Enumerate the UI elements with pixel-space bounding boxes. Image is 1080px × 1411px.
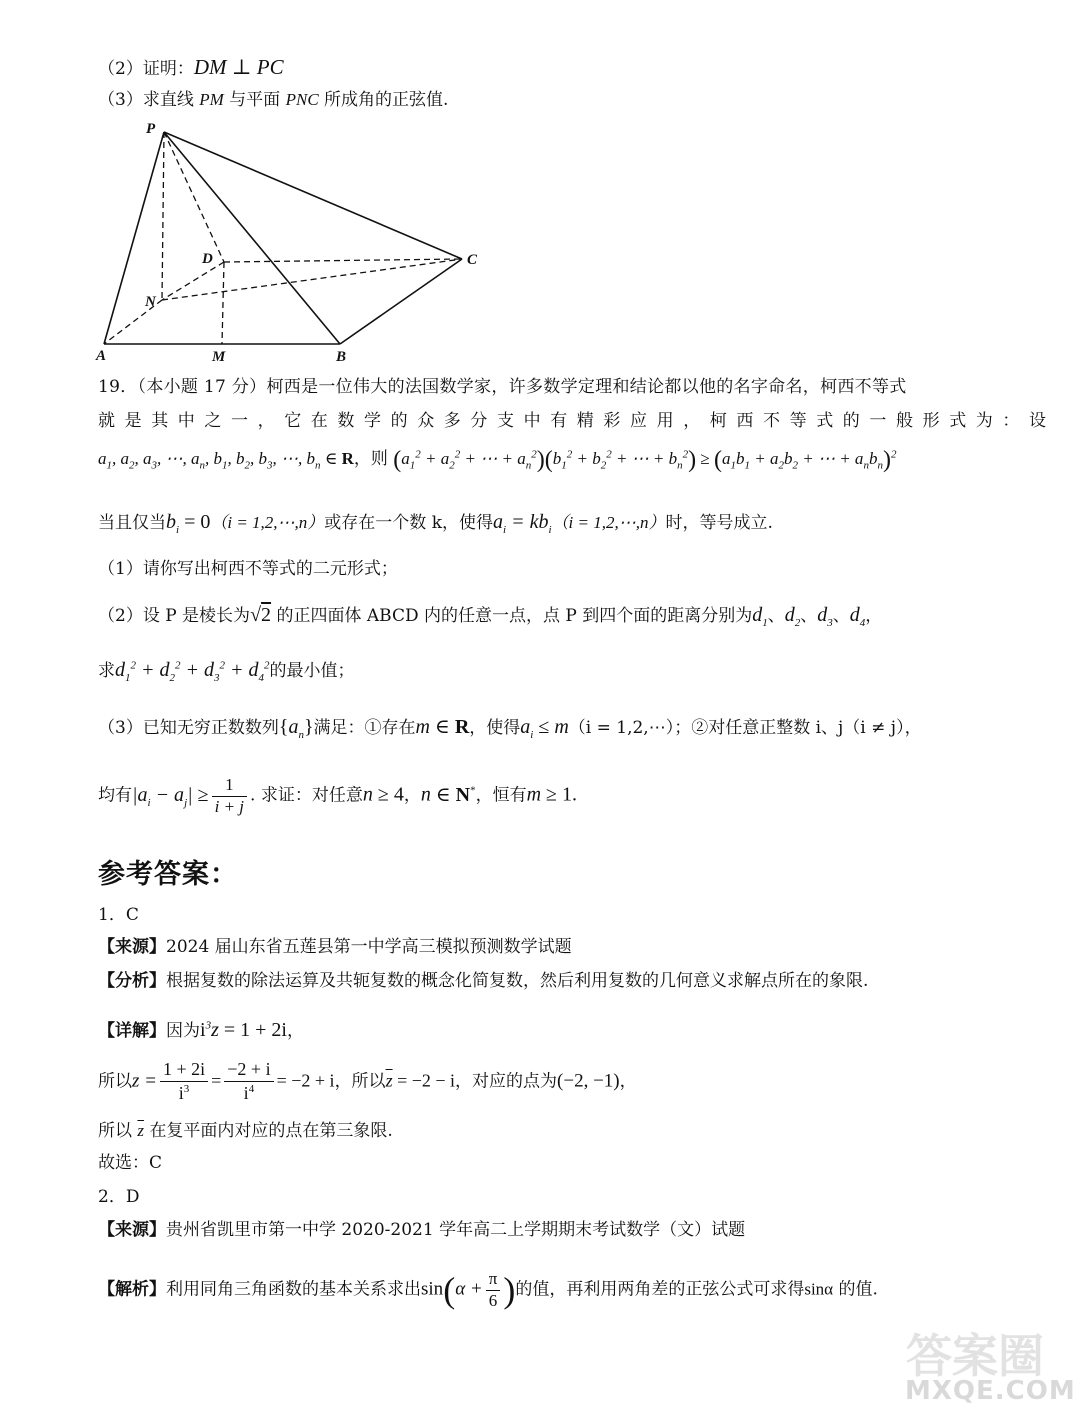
answer1-analysis-tag: 【分析】 [98,971,166,991]
equality-range2: （i = 1,2,⋯,n） [551,513,666,532]
answers-heading: 参考答案： [98,859,238,890]
q19-part2-d: 的最小值； [269,661,355,681]
edge-bc [340,259,462,344]
q18-part2-prefix: （2）证明： [98,59,194,79]
answer1-conclusion: 所以 $\overline{z}$ 在复平面内对应的点在第三象限. [98,1121,393,1141]
answer1-analysis-text: 根据复数的除法运算及共轭复数的概念化简复数，然后利用复数的几何意义求解点所在的象限. [166,971,869,991]
edge-dm [222,262,224,344]
edge-dc [224,259,462,262]
cauchy-inequality: $a_1$, $a_2$, $a_3$, ⋯, $a_n$, $b_1$, $b_2$, $b_3$, ⋯, $b_n$ ∈ R，则 ($a_1^2 + a_2^2$ + ⋯ + $a_n^2)(b_1^2 + b_2^2$ + ⋯ + $b_n^2) \ge (a_1b_1 + a_2b_2$ + ⋯ + $a_nb_n)^2$ [98,447,897,473]
q18-part3-pm: PM [199,90,224,109]
q18-part3-mid: 与平面 [223,90,286,110]
label-m: M [212,349,226,365]
q19-intro-line2: 就是其中之一，它在数学的众多分支中有精彩应用，柯西不等式的一般形式为：设 [98,411,1056,431]
equality-zero: = 0 [179,511,211,533]
answer1-source-text: 2024 届山东省五莲县第一中学高三模拟预测数学试题 [166,937,572,957]
answer2-analysis-tag: 【解析】 [98,1279,166,1300]
label-a: A [96,348,107,364]
answer1-choice: 故选：C [98,1153,163,1173]
cauchy-then: ，则 [353,448,388,469]
q19-intro-line1: 19．（本小题 17 分）柯西是一位伟大的法国数学家，许多数学定理和结论都以他的名字命名，柯西不等式 [98,377,907,397]
cauchy-variables: $a_1$, $a_2$, $a_3$, ⋯, $a_n$, $b_1$, $b_2$, $b_3$, ⋯, $b_n$ [98,448,321,472]
fraction-1plus2i-over-i3: $\frac{1 + 2i}{i^3}$ [160,1060,208,1104]
q19-part3-b: 满足：①存在 [313,718,416,738]
answer2-analysis-c: 的值. [833,1279,878,1300]
q19-part3-f: . 求证：对任意 [250,785,363,806]
label-n: N [145,294,156,310]
answer1-so2: ，所以 [334,1071,386,1092]
q18-part2 [98,57,284,78]
q19-part2-b: 的正四面体 ABCD 内的任意一点，点 P 到四个面的距离分别为 [271,606,753,626]
q18-part3-suffix: 所成角的正弦值. [318,90,449,110]
equality-mid: 或存在一个数 k，使得 [324,513,494,533]
q19-part3-e: 均有 [98,785,132,806]
answer2-analysis-a: 利用同角三角函数的基本关系求出 [166,1279,421,1300]
answer1-so1: 所以 [98,1071,132,1092]
q19-part3-condition: 均有$|a_i - a_j|$ ≥ $\frac{1}{i + j}$ . 求证：对任意n ≥ 4，n ∈ N*，恒有m ≥ 1. [98,775,578,816]
watermark-logo: 答案圈 [906,1329,1044,1383]
q19-part1: （1）请你写出柯西不等式的二元形式； [98,559,398,579]
edge-pd [164,132,224,262]
edge-pc [164,132,462,259]
label-p: P [146,121,156,137]
equality-range1: （i = 1,2,⋯,n） [210,513,325,532]
fraction-1-over-i-plus-j: $\frac{1}{i + j}$ [212,776,247,816]
answer1-point: (−2, −1) [557,1070,620,1092]
answer2-analysis-b: 的值，再利用两角差的正弦公式可求得 [515,1279,805,1300]
equality-prefix: 当且仅当 [98,513,166,533]
answer2-source [98,1222,745,1239]
q18-part2-expr: DM ⊥ PC [193,55,284,79]
watermark-url: MXQE.COM [905,1376,1076,1406]
q18-part3 [98,91,448,109]
answer2-number: 2．D [98,1187,140,1207]
label-b: B [336,349,347,365]
q19-part2-a: （2）设 P 是棱长为 [98,606,251,626]
answer1-analysis [98,973,868,990]
q19-part2-c: 求 [98,661,115,681]
fraction-neg2plusi-over-i4: $\frac{-2 + i}{i^4}$ [224,1060,273,1104]
answer2-sin-alpha: sinα [804,1279,834,1299]
q19-part2: （2）设 P 是棱长为√2 的正四面体 ABCD 内的任意一点，点 P 到四个面的距离分别为$d_1$、$d_2$、$d_3$、$d_4$， [98,604,883,629]
edge-pb [164,132,340,344]
pyramid-figure [92,116,492,366]
answer1-number: 1．C [98,905,139,925]
q19-part3-g: ，恒有 [475,785,527,806]
q19-part3-c: ，使得 [469,718,521,738]
q19-part2-sqrt: 2 [261,604,272,626]
edge-pn [162,132,164,300]
answer1-source [98,939,572,956]
edge-dn [162,262,224,300]
q19-part2-expression: 求$d_1^2 + d_2^2 + d_3^2 + d_4^2$的最小值； [98,659,355,684]
q19-part3-a: （3）已知无穷正数数列 [98,718,279,738]
answer2-analysis: 【解析】利用同角三角函数的基本关系求出sin(α + $\frac{\pi}{6}$ )的值，再利用两角差的正弦公式可求得sinα 的值. [98,1269,878,1311]
label-d: D [202,251,213,267]
edge-pa [104,132,164,344]
answer2-source-text: 贵州省凯里市第一中学 2020-2021 学年高二上学期期末考试数学（文）试题 [166,1220,746,1240]
answer1-source-tag: 【来源】 [98,937,166,957]
answer1-conclusion-text: 在复平面内对应的点在第三象限. [149,1121,393,1141]
answer1-computation: 所以z = $\frac{1 + 2i}{i^3}$ = $\frac{-2 + i}{i^4}$ = −2 + i，所以$\overline{z} = -2 - i$，对应的点为(−2, −1)， [98,1059,637,1103]
answer1-detail-tag: 【详解】 [98,1021,166,1041]
equality-suffix: 时，等号成立. [665,513,773,533]
q18-part3-prefix: （3）求直线 [98,90,200,110]
label-c: C [467,252,478,268]
equality-b: b [166,511,176,533]
answer1-point-text: ，对应的点为 [455,1071,558,1092]
answer1-detail: 【详解】因为$i^3z = 1 + 2i$， [98,1019,304,1041]
q18-part3-pnc: PNC [285,90,319,109]
fraction-pi-over-6: $\frac{\pi}{6}$ [486,1270,501,1310]
answer1-detail-a: 因为 [166,1021,200,1041]
equality-condition: 当且仅当$b_i = 0(i$ = 1,2,⋯,n）或存在一个数 k，使得$a_i = kb_i(i$ = 1,2,⋯,n）时，等号成立. [98,511,773,536]
cauchy-formula: ($a_1^2 + a_2^2$ + ⋯ + $a_n^2)(b_1^2 + b_2^2$ + ⋯ + $b_n^2) \ge (a_1b_1 + a_2b_2$ + ⋯ + $a_nb_n)^2$ [393,447,897,473]
q19-part3-d: （i = 1,2,⋯）；②对任意正整数 i、j（i ≠ j）， [568,718,922,738]
q19-part3: （3）已知无穷正数数列$\{a_n\}$满足：①存在m ∈ R，使得$a_i \le m(i$ = 1,2,⋯）；②对任意正整数 i、j（i ≠ j）， [98,716,922,741]
answer2-source-tag: 【来源】 [98,1220,166,1240]
